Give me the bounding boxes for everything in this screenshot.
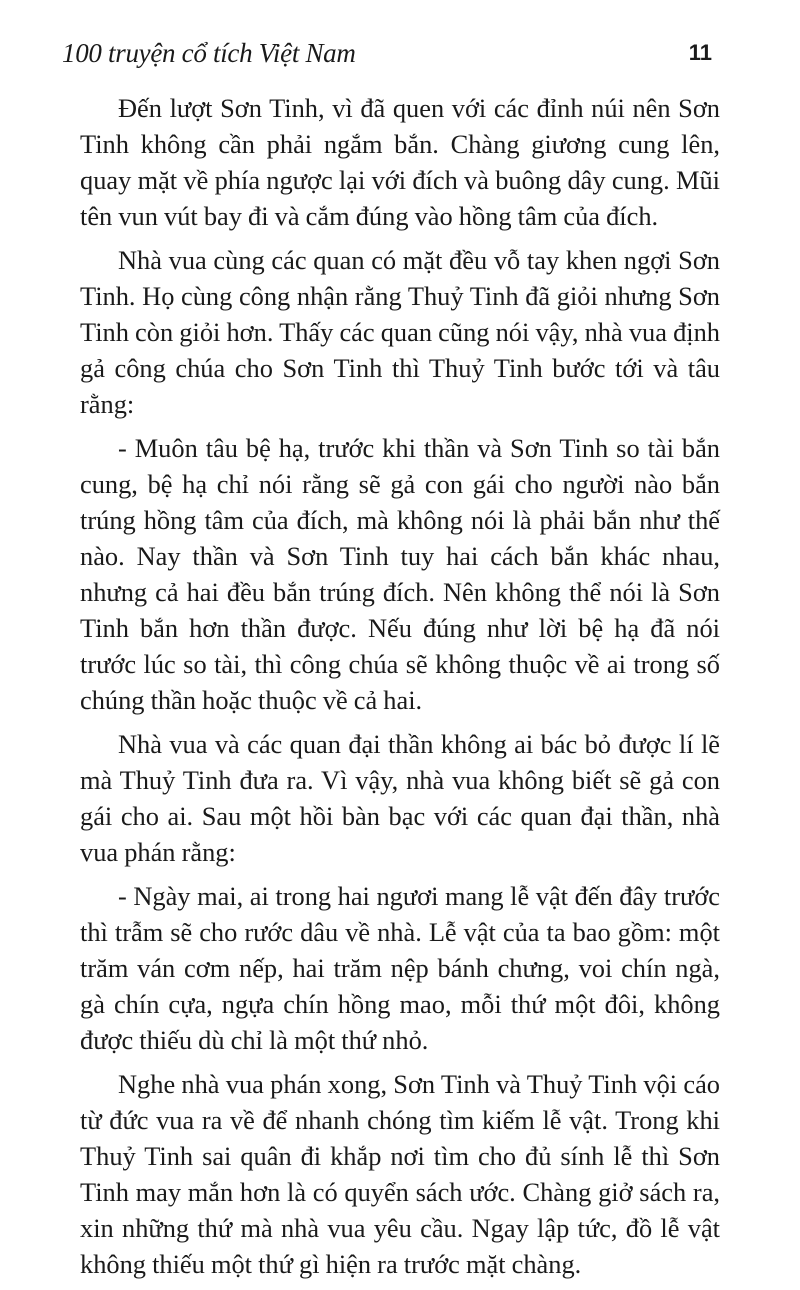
dialogue-paragraph: - Muôn tâu bệ hạ, trước khi thần và Sơn Tinh so tài bắn cung, bệ hạ chỉ nói rằng sẽ gả con gái cho người nào bắn trúng hồng tâm của đích, mà không nói là phải bắn như thế nào. Nay thần và Sơn Tinh tuy hai cách bắn khác nhau, nhưng cả hai đều bắn trúng đích. Nên không thể nói là Sơn Tinh bắn hơn thần được. Nếu đúng như lời bệ hạ đã nói trước lúc so tài, thì công chúa sẽ không thuộc về ai trong số chúng thần hoặc thuộc về cả hai. (80, 433, 720, 715)
paragraph: Nhà vua và các quan đại thần không ai bác bỏ được lí lẽ mà Thuỷ Tinh đưa ra. Vì vậy, nhà vua không biết sẽ gả con gái cho ai. Sau một hồi bàn bạc với các quan đại thần, nhà vua phán rằng: (80, 729, 720, 867)
paragraph: Nghe nhà vua phán xong, Sơn Tinh và Thuỷ Tinh vội cáo từ đức vua ra về để nhanh chóng tìm kiếm lễ vật. Trong khi Thuỷ Tinh sai quân đi khắp nơi tìm cho đủ sính lễ thì Sơn Tinh may mắn hơn là có quyển sách ước. Chàng giở sách ra, xin những thứ mà nhà vua yêu cầu. Ngay lập tức, đồ lễ vật không thiếu một thứ gì hiện ra trước mặt chàng. (80, 1069, 720, 1279)
running-title: 100 truyện cổ tích Việt Nam (62, 38, 356, 68)
body-text (80, 90, 720, 1290)
page-number: 11 (688, 40, 712, 65)
paragraph: Nhà vua cùng các quan có mặt đều vỗ tay khen ngợi Sơn Tinh. Họ cùng công nhận rằng Thuỷ Tinh đã giỏi nhưng Sơn Tinh còn giỏi hơn. Thấy các quan cũng nói vậy, nhà vua định gả công chúa cho Sơn Tinh thì Thuỷ Tinh bước tới và tâu rằng: (80, 245, 720, 419)
dialogue-paragraph: - Ngày mai, ai trong hai ngươi mang lễ vật đến đây trước thì trẫm sẽ cho rước dâu về nhà. Lễ vật của ta bao gồm: một trăm ván cơm nếp, hai trăm nệp bánh chưng, voi chín ngà, gà chín cựa, ngựa chín hồng mao, mỗi thứ một đôi, không được thiếu dù chỉ là một thứ nhỏ. (80, 881, 720, 1055)
paragraph: Đến lượt Sơn Tinh, vì đã quen với các đỉnh núi nên Sơn Tinh không cần phải ngắm bắn. Chàng giương cung lên, quay mặt về phía ngược lại với đích và buông dây cung. Mũi tên vun vút bay đi và cắm đúng vào hồng tâm của đích. (80, 93, 720, 231)
page-header (62, 38, 712, 78)
